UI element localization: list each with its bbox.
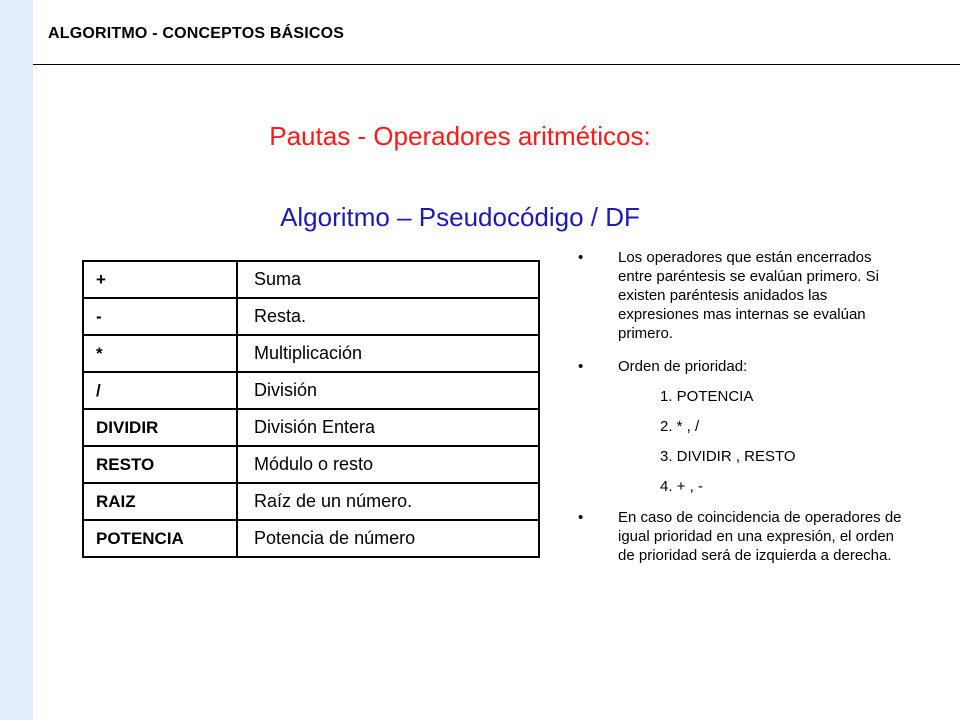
- operator-symbol: -: [83, 298, 237, 335]
- table-row: [83, 520, 539, 557]
- operators-table: [82, 260, 540, 558]
- slide-subtitle: Algoritmo – Pseudocódigo / DF: [280, 202, 640, 232]
- slide-title: Pautas - Operadores aritméticos:: [269, 121, 651, 151]
- priority-list: [578, 387, 908, 496]
- priority-item: 1. POTENCIA: [660, 388, 754, 405]
- header-divider: [33, 64, 960, 65]
- table-row: [83, 335, 539, 372]
- operator-symbol: POTENCIA: [83, 520, 237, 557]
- operator-symbol: DIVIDIR: [83, 409, 237, 446]
- operator-description: Raíz de un número.: [237, 483, 539, 520]
- header-title: ALGORITMO - CONCEPTOS BÁSICOS: [48, 25, 345, 42]
- operator-description: Resta.: [237, 298, 539, 335]
- operator-description: Potencia de número: [237, 520, 539, 557]
- table-row: [83, 261, 539, 298]
- left-accent-bar: [0, 0, 33, 720]
- bullet-icon: •: [578, 249, 584, 266]
- priority-item: 3. DIVIDIR , RESTO: [660, 448, 796, 465]
- bullet-icon: •: [578, 509, 584, 526]
- bullet-text: Orden de prioridad:: [618, 358, 748, 375]
- bullet-icon: •: [578, 358, 584, 375]
- operator-symbol: +: [83, 261, 237, 298]
- operator-description: Multiplicación: [237, 335, 539, 372]
- table-row: [83, 409, 539, 446]
- bullet-parentheses: [578, 248, 908, 343]
- bullet-text: En caso de coincidencia de operadores de igual prioridad en una expresión, el orden de prioridad será de izquierda a derecha.: [618, 509, 902, 564]
- operator-symbol: RAIZ: [83, 483, 237, 520]
- bullet-text: Los operadores que están encerrados entre paréntesis se evalúan primero. Si existen paréntesis anidados las expresiones mas internas se evalúan primero.: [618, 249, 879, 342]
- priority-item: 4. + , -: [660, 478, 703, 495]
- table-row: [83, 446, 539, 483]
- operator-description: Suma: [237, 261, 539, 298]
- notes-panel: [578, 248, 908, 579]
- table-row: [83, 372, 539, 409]
- table-row: [83, 483, 539, 520]
- operator-description: División: [237, 372, 539, 409]
- operator-description: Módulo o resto: [237, 446, 539, 483]
- bullet-coincidence: [578, 508, 908, 565]
- priority-item: 2. * , /: [660, 418, 700, 435]
- table-row: [83, 298, 539, 335]
- operator-symbol: /: [83, 372, 237, 409]
- operator-symbol: *: [83, 335, 237, 372]
- operator-description: División Entera: [237, 409, 539, 446]
- bullet-priority: [578, 357, 908, 376]
- operator-symbol: RESTO: [83, 446, 237, 483]
